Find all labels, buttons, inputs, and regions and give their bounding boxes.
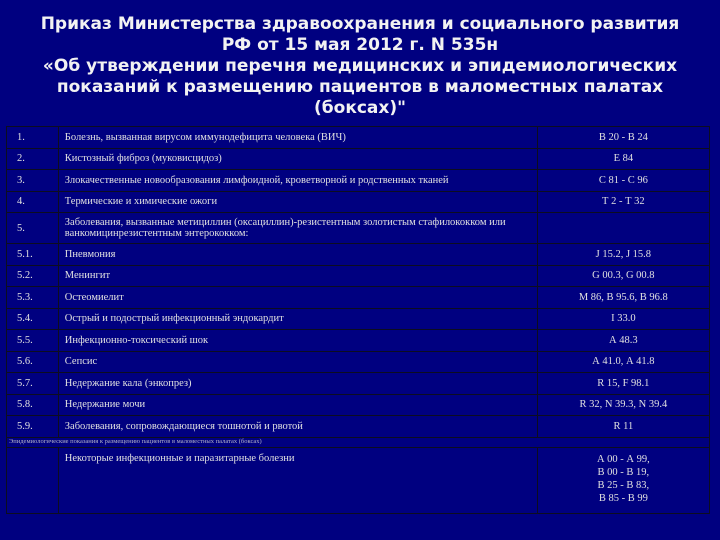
title-line: Приказ Министерства здравоохранения и социального развития [40,14,680,34]
table-row [7,244,710,266]
table-row [7,191,710,213]
table-row [7,170,710,192]
row-icd-code: В 20 - В 24 [537,127,709,149]
row-icd-code: J 15.2, J 15.8 [537,244,709,266]
table-row [7,351,710,373]
row-icd-code: R 11 [537,416,709,438]
row-icd-code: R 32, N 39.3, N 39.4 [537,394,709,416]
icd-code-line: В 00 - В 19, [597,466,650,478]
title-line: (боксах)" [314,98,406,118]
row-diagnosis: Заболевания, вызванные метициллин (оксациллин)-резистентным золотистым стафилококком или ванкомицинрезистентным энтерококком: [58,213,537,244]
table-row [7,330,710,352]
row-number: 5.6. [7,351,59,373]
row-number: 5.5. [7,330,59,352]
table-row [7,394,710,416]
row-number: 1. [7,127,59,149]
table-row [7,416,710,438]
row-icd-code: R 15, F 98.1 [537,373,709,395]
row-number: 5.1. [7,244,59,266]
table-row [7,148,710,170]
row-diagnosis: Кистозный фиброз (муковисцидоз) [58,148,537,170]
row-diagnosis: Инфекционно-токсический шок [58,330,537,352]
icd-code-line: В 25 - В 83, [597,479,650,491]
icd-code-line: А 00 - А 99, [596,453,650,465]
row-diagnosis: Сепсис [58,351,537,373]
row-number: 5.4. [7,308,59,330]
row-icd-code: С 81 - С 96 [537,170,709,192]
row-diagnosis: Злокачественные новообразования лимфоидной, кроветворной и родственных тканей [58,170,537,192]
row-diagnosis: Острый и подострый инфекционный эндокардит [58,308,537,330]
row-number: 5.9. [7,416,59,438]
row-diagnosis: Болезнь, вызванная вирусом иммунодефицита человека (ВИЧ) [58,127,537,149]
title-line: «Об утверждении перечня медицинских и эпидемиологических [42,56,678,76]
table-row [7,308,710,330]
row-number [7,447,59,513]
row-diagnosis: Менингит [58,265,537,287]
title-line: показаний к размещению пациентов в маломестных палатах [56,77,664,97]
row-diagnosis: Некоторые инфекционные и паразитарные болезни [58,447,537,513]
row-icd-code [537,213,709,244]
row-icd-code: Е 84 [537,148,709,170]
row-icd-code: G 00.3, G 00.8 [537,265,709,287]
row-number: 4. [7,191,59,213]
diagnosis-table [6,126,710,514]
row-diagnosis: Остеомиелит [58,287,537,309]
table-row [7,447,710,513]
row-number: 5. [7,213,59,244]
icd-code-line: В 85 - В 99 [598,492,648,504]
row-icd-code: Т 2 - Т 32 [537,191,709,213]
page-title [0,14,720,119]
row-diagnosis: Пневмония [58,244,537,266]
row-number: 3. [7,170,59,192]
row-icd-code: А 48.3 [537,330,709,352]
table-row [7,287,710,309]
row-number: 5.8. [7,394,59,416]
table-note-row [7,437,710,447]
table-row [7,265,710,287]
title-line: РФ от 15 мая 2012 г. N 535н [221,35,499,55]
row-icd-code: M 86, B 95.6, B 96.8 [537,287,709,309]
row-diagnosis: Недержание кала (энкопрез) [58,373,537,395]
row-icd-code [537,447,709,513]
row-number: 5.2. [7,265,59,287]
row-number: 5.7. [7,373,59,395]
row-number: 5.3. [7,287,59,309]
row-diagnosis: Недержание мочи [58,394,537,416]
table-note: Эпидемиологические показания к размещению пациентов в маломестных палатах (боксах) [7,437,710,447]
table-row [7,213,710,244]
row-diagnosis: Термические и химические ожоги [58,191,537,213]
row-diagnosis: Заболевания, сопровождающиеся тошнотой и рвотой [58,416,537,438]
row-icd-code: I 33.0 [537,308,709,330]
table-body [7,127,710,514]
table-row [7,373,710,395]
row-number: 2. [7,148,59,170]
row-icd-code: А 41.0, А 41.8 [537,351,709,373]
table-row [7,127,710,149]
